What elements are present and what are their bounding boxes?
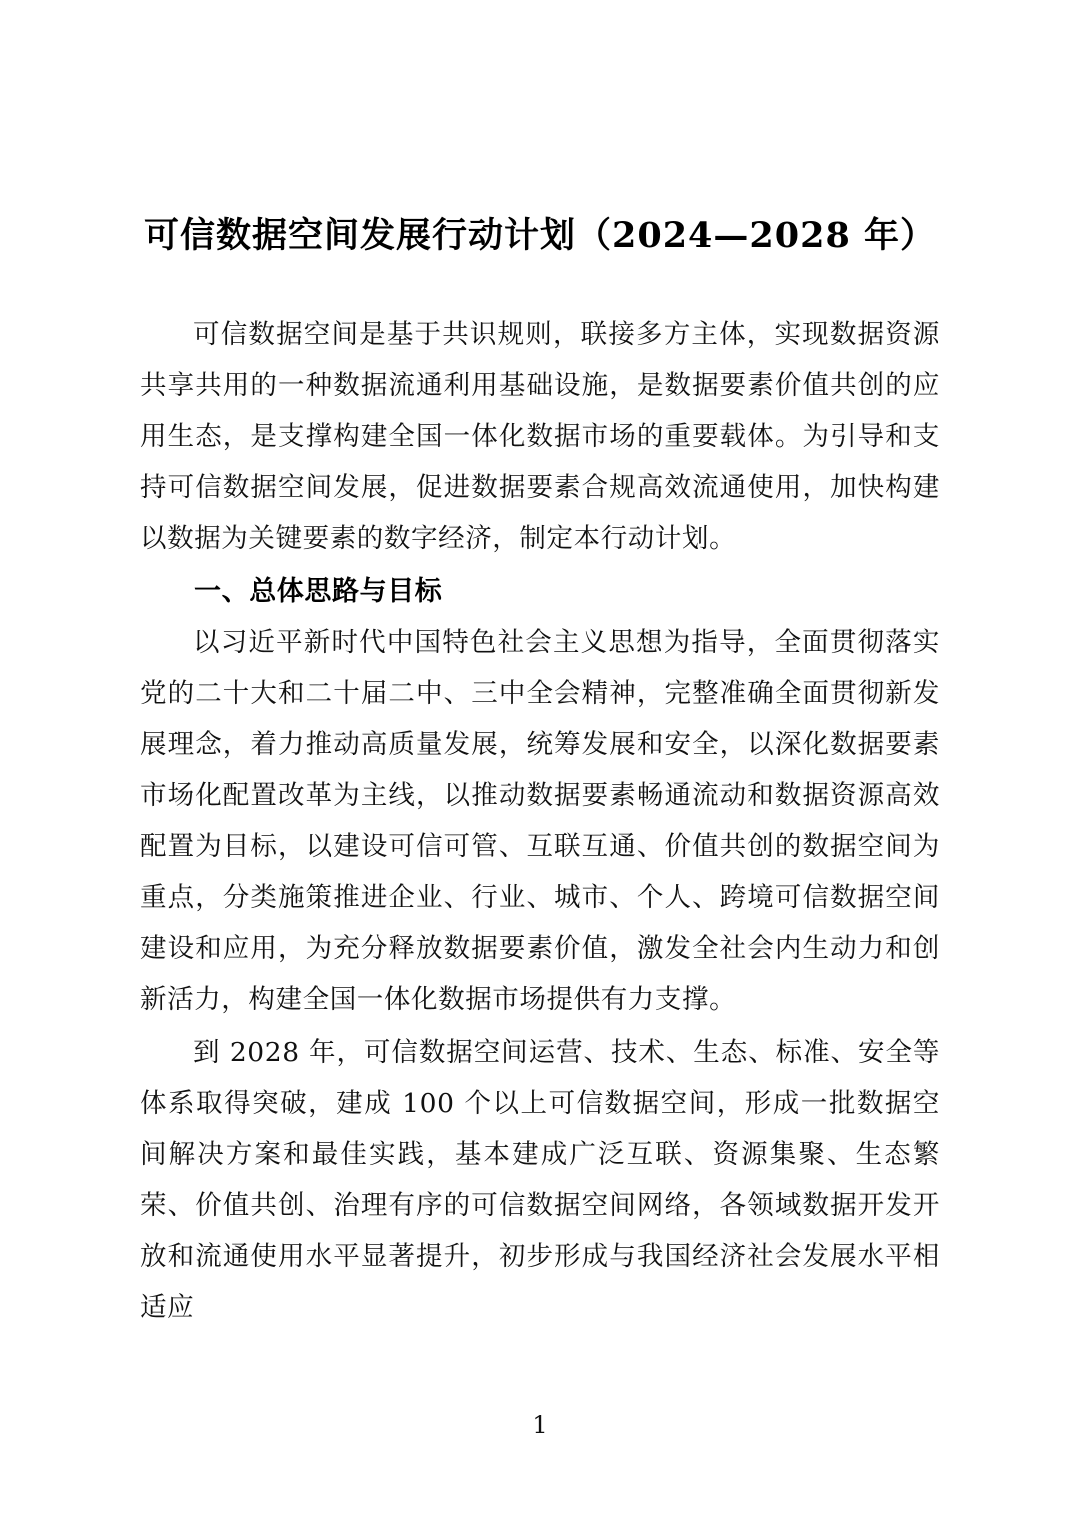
page-title: 可信数据空间发展行动计划（2024—2028 年） xyxy=(143,215,936,256)
paragraph-guiding-ideology: 以习近平新时代中国特色社会主义思想为指导，全面贯彻落实党的二十大和二十届二中、三中全会精神，完整准确全面贯彻新发展理念，着力推动高质量发展，统筹发展和安全，以深化数据要素市场化配置改革为主线，以推动数据要素畅通流动和数据资源高效配置为目标，以建设可信可管、互联互通、价值共创的数据空间为重点，分类施策推进企业、行业、城市、个人、跨境可信数据空间建设和应用，为充分释放数据要素价值，激发全社会内生动力和创新活力，构建全国一体化数据市场提供有力支撑。 xyxy=(140,626,940,1015)
page-number: 1 xyxy=(532,1411,548,1439)
section-heading-1: 一、总体思路与目标 xyxy=(194,575,443,607)
paragraph-2028-goals: 到 2028 年，可信数据空间运营、技术、生态、标准、安全等体系取得突破，建成 100 个以上可信数据空间，形成一批数据空间解决方案和最佳实践，基本建成广泛互联、资源集聚、生态繁荣、价值共创、治理有序的可信数据空间网络，各领域数据开发开放和流通使用水平显著提升，初步形成与我国经济社会发展水平相适应 xyxy=(140,1036,940,1323)
paragraph-intro: 可信数据空间是基于共识规则，联接多方主体，实现数据资源共享共用的一种数据流通利用基础设施，是数据要素价值共创的应用生态，是支撑构建全国一体化数据市场的重要载体。为引导和支持可信数据空间发展，促进数据要素合规高效流通使用，加快构建以数据为关键要素的数字经济，制定本行动计划。 xyxy=(140,318,940,554)
